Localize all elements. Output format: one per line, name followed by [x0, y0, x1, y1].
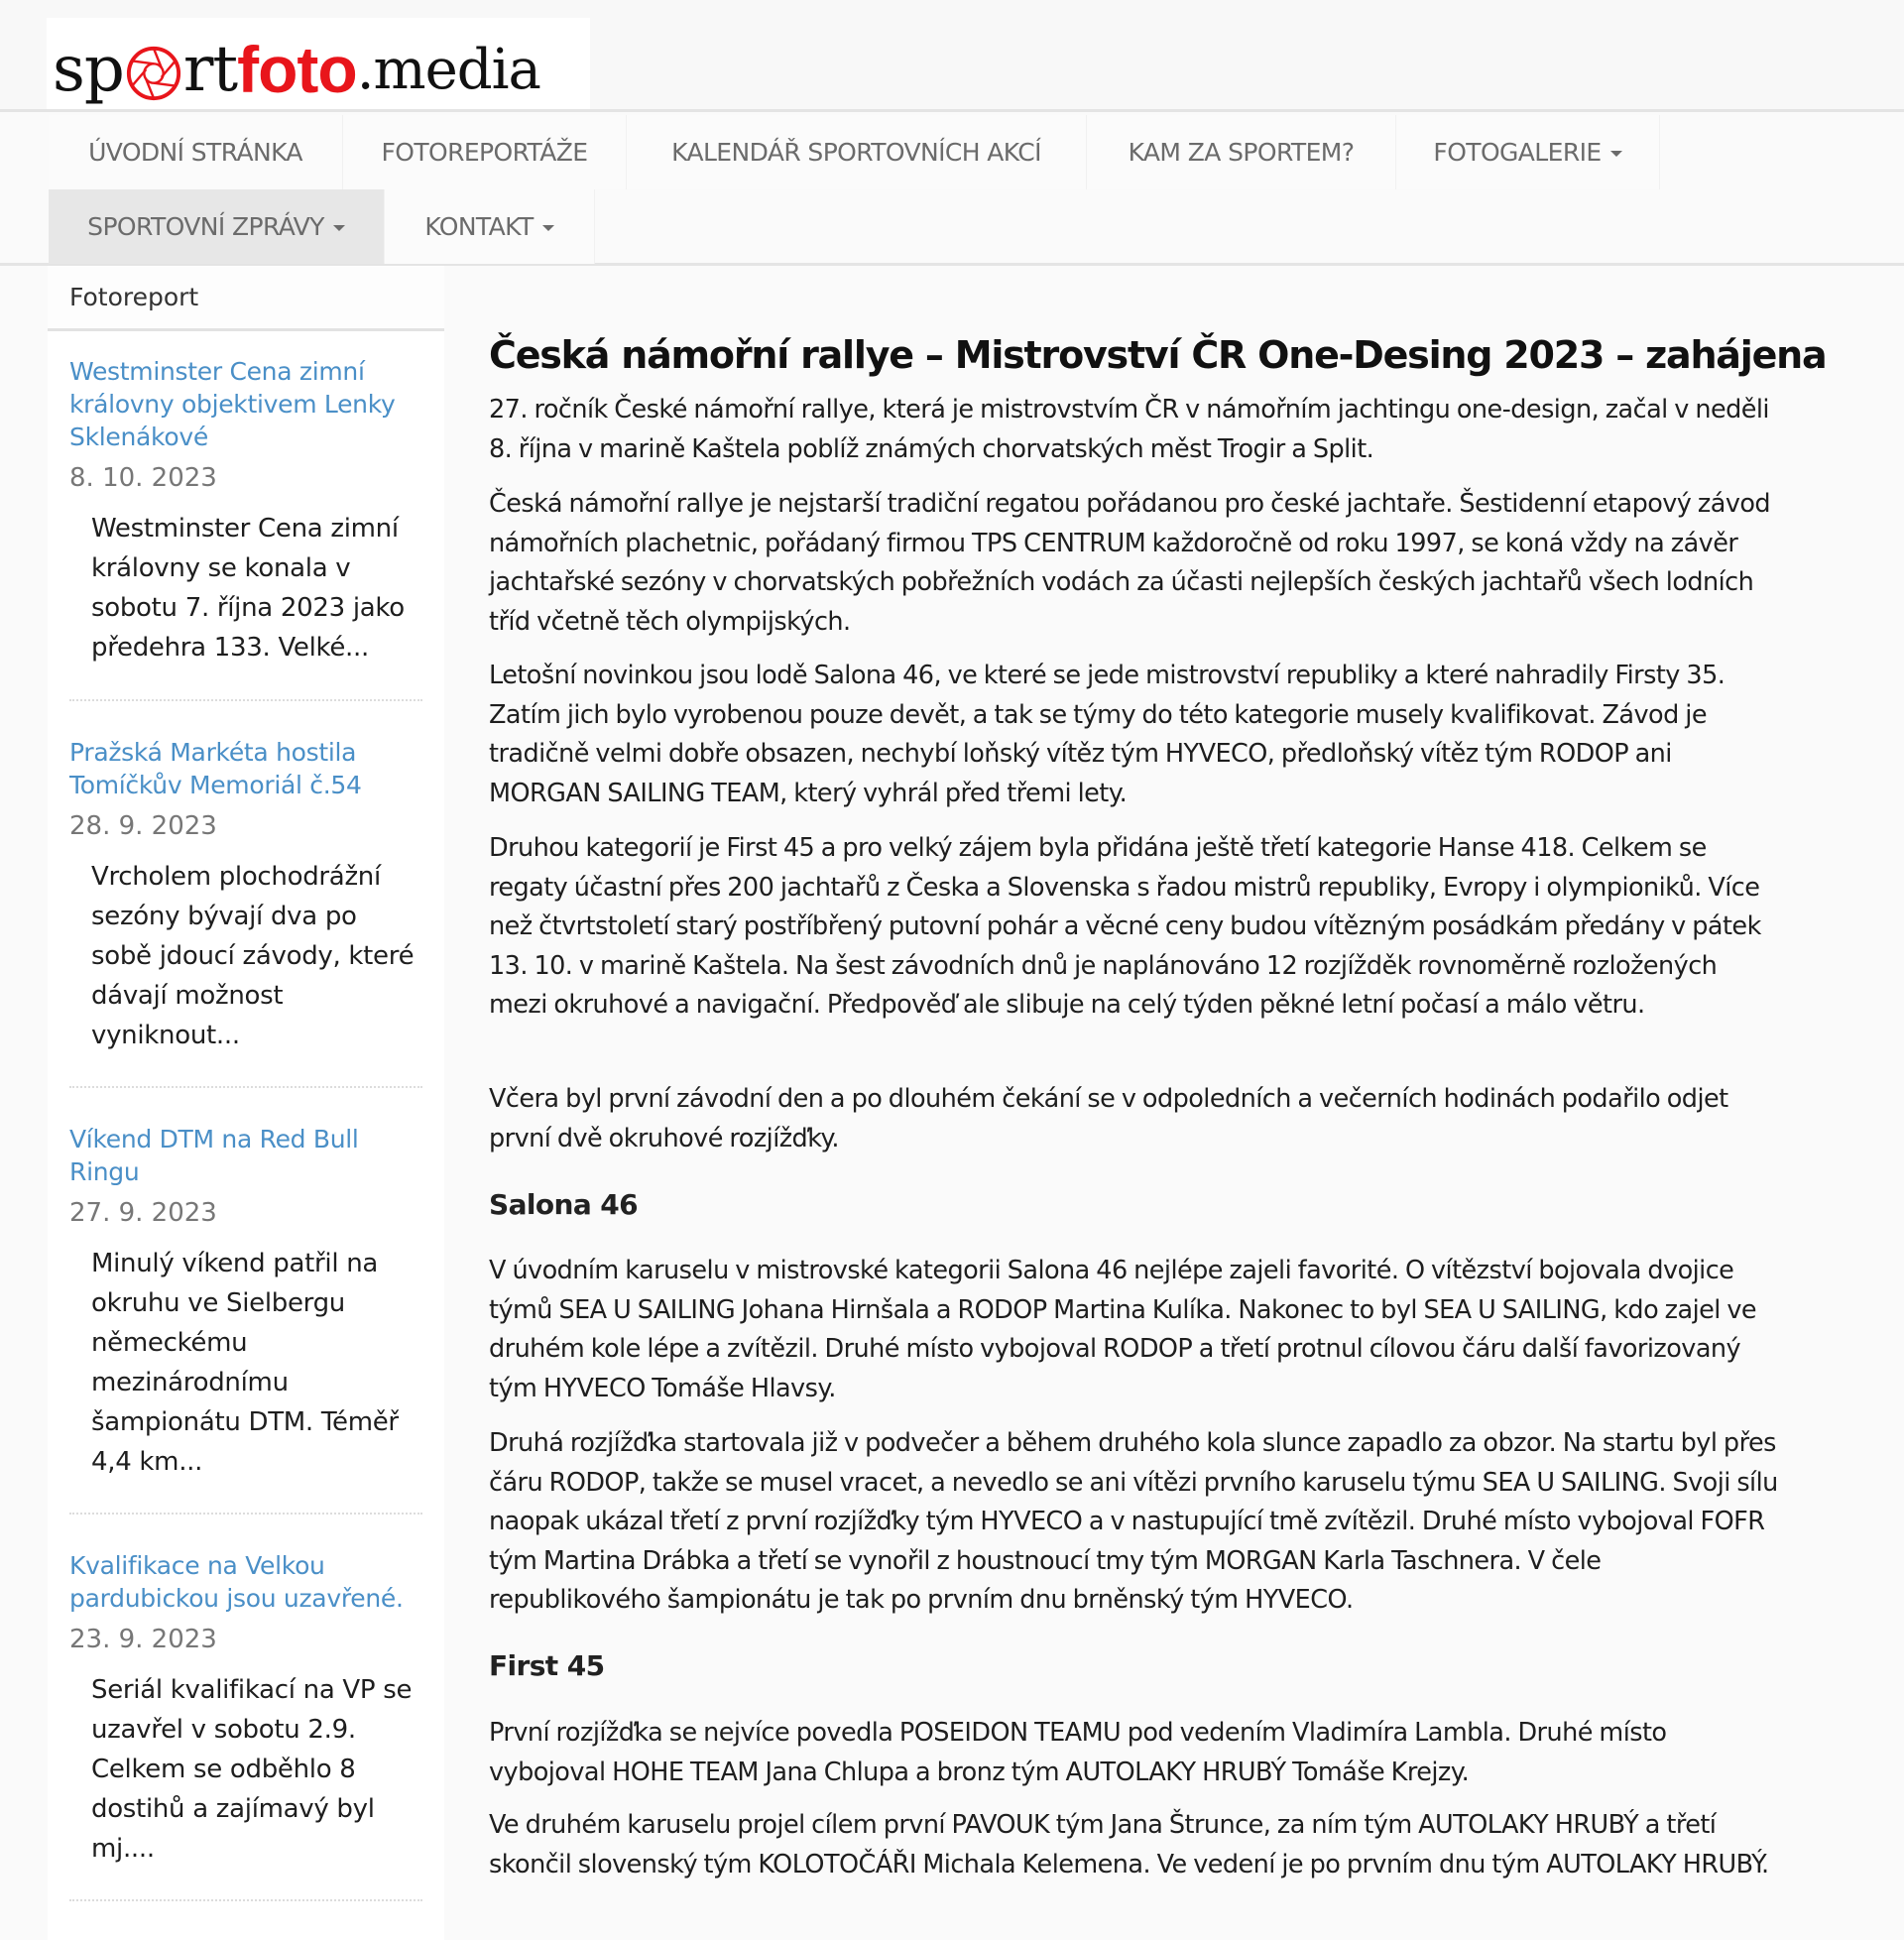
nav-sportovni-zpravy[interactable] [49, 189, 385, 264]
logo-text-sp: sp [53, 33, 124, 106]
caret-down-icon [333, 225, 345, 231]
sidebar-divider [69, 699, 422, 701]
sidebar-divider [69, 1899, 422, 1901]
section-heading-salona-46: Salona 46 [489, 1188, 639, 1221]
nav-fotogalerie[interactable] [1396, 115, 1660, 189]
logo-text-media: .media [356, 37, 540, 102]
main-navigation [0, 109, 1904, 266]
article-paragraph: V úvodním karuselu v mistrovské kategorii Salona 46 nejlépe zajeli favorité. O vítězství bojovala dvojice týmů SEA U SAILING Johana Hirnšala a RODOP Martina Kulíka. Nakonec to byl SEA U SAILING, kdo zajel ve druhém kole lépe a zvítězil. Druhé místo vybojoval RODOP a třetí protnul cílovou čáru další favorizovaný tým HYVECO Tomáše Hlavsy. [489, 1256, 1757, 1403]
sidebar-item-excerpt: Westminster Cena zimní královny se konala v sobotu 7. října 2023 jako předehra 133. Velké... [91, 514, 405, 663]
sidebar-item-title-link[interactable]: Víkend DTM na Red Bull Ringu [69, 1125, 359, 1186]
nav-kalendar[interactable] [627, 115, 1087, 189]
caret-down-icon [1610, 151, 1622, 157]
nav-label: KONTAKT [424, 212, 534, 241]
nav-kam-za-sportem[interactable] [1087, 115, 1396, 189]
sidebar-divider [69, 1513, 422, 1515]
logo-text-rt: rt [182, 33, 238, 106]
sidebar-item-title-link[interactable]: Pražská Markéta hostila Tomíčkův Memoriál č.54 [69, 738, 362, 799]
site-header [0, 0, 1904, 109]
article-paragraph: 27. ročník České námořní rallye, která je mistrovstvím ČR v námořním jachtingu one-design, začal v neděli 8. října v marině Kaštela poblíž známých chorvatských měst Trogir a Split. [489, 395, 1769, 464]
sidebar-item-title-link[interactable]: Kvalifikace na Velkou pardubickou jsou uzavřené. [69, 1551, 404, 1613]
site-logo[interactable] [47, 18, 590, 121]
section-heading-first-45: First 45 [489, 1649, 605, 1682]
article-paragraph: Druhá rozjížďka startovala již v podvečer a během druhého kola slunce zapadlo za obzor. Na startu byl přes čáru RODOP, takže se musel vracet, a nevedlo se ani vítězi prvního karuselu týmu SEA U SAILING. Svoji sílu naopak ukázal třetí z první rozjížďky tým HYVECO a v nastupující tmě zvítězil. Druhé místo vybojoval FOFR tým Martina Drábka a třetí se vynořil z houstnoucí tmy tým MORGAN Karla Taschnera. V čele republikového šampionátu je tak po prvním dnu brněnský tým HYVECO. [489, 1428, 1778, 1616]
sidebar-divider [69, 1086, 422, 1088]
article-paragraph: Druhou kategorií je First 45 a pro velký zájem byla přidána ještě třetí kategorie Hanse 418. Celkem se regaty účastní přes 200 jachtařů z Česka a Slovenska s řadou mistrů republiky, Evropy i olympioniků. Více než čtvrtstoletí starý postříbřený putovní pohár a věcné ceny budou vítězným posádkám předány v pátek 13. 10. v marině Kaštela. Na šest závodních dnů je naplánováno 12 rozjížděk rovnoměrně rozložených mezi okruhové a navigační. Předpověď ale slibuje na celý týden pěkné letní počasí a málo větru. [489, 833, 1761, 1021]
sidebar-list-item [69, 355, 424, 667]
article-paragraph: Letošní novinkou jsou lodě Salona 46, ve které se jede mistrovství republiky a které nahradily Firsty 35. Zatím jich bylo vyrobenou pouze devět, a tak se týmy do této kategorie musely kvalifikovat. Závod je tradičně velmi dobře obsazen, nechybí loňský vítěz tým HYVECO, předloňský vítěz tým RODOP ani MORGAN SAILING TEAM, který vyhrál před třemi lety. [489, 661, 1726, 808]
sidebar-item-excerpt: Seriál kvalifikací na VP se uzavřel v sobotu 2.9. Celkem se odběhlo 8 dostihů a zajímavý byl mj.... [91, 1675, 413, 1864]
article-paragraph: První rozjížďka se nejvíce povedla POSEIDON TEAMU pod vedením Vladimíra Lambla. Druhé místo vybojoval HOHE TEAM Jana Chlupa a bronz tým AUTOLAKY HRUBÝ Tomáše Krejzy. [489, 1718, 1667, 1787]
article-title: Česká námořní rallye – Mistrovství ČR One-Desing 2023 – zahájena [489, 333, 1827, 377]
sidebar-list-item [69, 1549, 424, 1869]
sidebar-item-date: 28. 9. 2023 [69, 811, 217, 841]
nav-kontakt[interactable] [385, 189, 595, 264]
nav-label: FOTOREPORTÁŽE [381, 138, 588, 167]
nav-label: ÚVODNÍ STRÁNKA [88, 138, 302, 167]
nav-label: KAM ZA SPORTEM? [1128, 138, 1355, 167]
article-paragraph: Česká námořní rallye je nejstarší tradiční regatou pořádanou pro české jachtaře. Šestidenní etapový závod námořních plachetnic, pořádaný firmou TPS CENTRUM každoročně od roku 1997, se koná vždy na závěr jachtařské sezóny v chorvatských pobřežních vodách za účasti nejlepších českých jachtařů všech lodních tříd včetně těch olympijských. [489, 489, 1771, 637]
sidebar-item-excerpt: Vrcholem plochodrážní sezóny bývají dva po sobě jdoucí závody, které dávají možnost vyniknout... [91, 862, 415, 1050]
sidebar-item-title-link[interactable]: Westminster Cena zimní královny objektivem Lenky Sklenákové [69, 357, 396, 451]
caret-down-icon [542, 225, 554, 231]
sidebar-item-date: 23. 9. 2023 [69, 1625, 217, 1654]
camera-aperture-icon [125, 45, 182, 102]
nav-label: FOTOGALERIE [1433, 138, 1602, 167]
sidebar-list-item [69, 736, 424, 1055]
sidebar-fotoreport [48, 266, 444, 1940]
nav-label: SPORTOVNÍ ZPRÁVY [87, 212, 324, 241]
sidebar-item-date: 27. 9. 2023 [69, 1198, 217, 1228]
article-paragraph: Ve druhém karuselu projel cílem první PAVOUK tým Jana Štrunce, za ním tým AUTOLAKY HRUBÝ a třetí skončil slovenský tým KOLOTOČÁŘI Michala Kelemena. Ve vedení je po prvním dnu tým AUTOLAKY HRUBÝ. [489, 1810, 1769, 1879]
nav-uvodni-stranka[interactable] [49, 115, 343, 189]
sidebar-heading: Fotoreport [48, 266, 444, 331]
nav-label: KALENDÁŘ SPORTOVNÍCH AKCÍ [671, 138, 1041, 167]
nav-fotoreportaze[interactable] [343, 115, 627, 189]
article-paragraph: Včera byl první závodní den a po dlouhém čekání se v odpoledních a večerních hodinách podařilo odjet první dvě okruhové rozjížďky. [489, 1084, 1728, 1153]
sidebar-item-excerpt: Minulý víkend patřil na okruhu ve Sielbergu německému mezinárodnímu šampionátu DTM. Téměř 4,4 km... [91, 1249, 399, 1477]
sidebar-list-item [69, 1123, 424, 1482]
logo-text-foto: foto [237, 33, 357, 106]
sidebar-item-date: 8. 10. 2023 [69, 463, 217, 493]
